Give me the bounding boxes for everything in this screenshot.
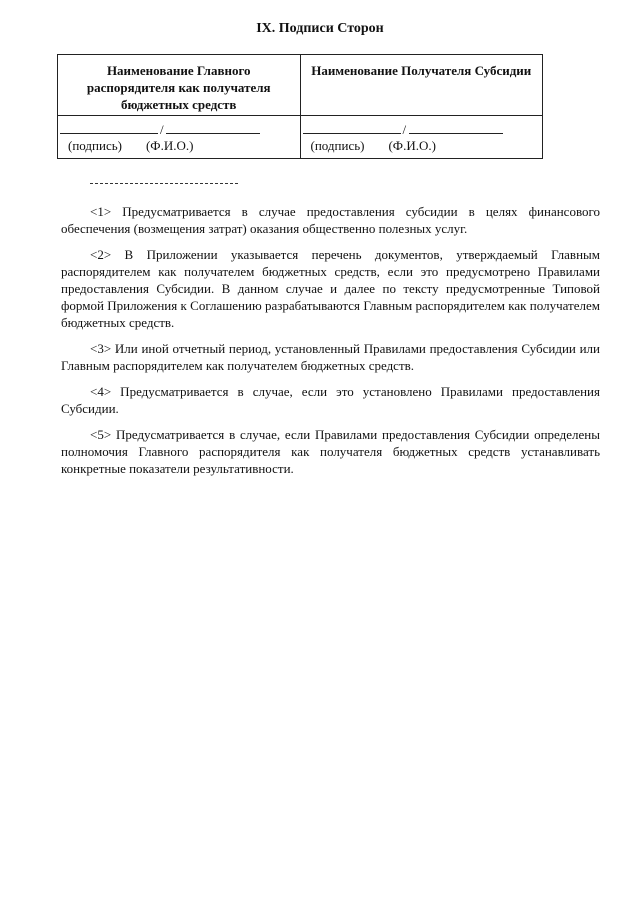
right-header-cell bbox=[300, 55, 543, 116]
main-administrator-header: Наименование Главного распорядителя как получателя бюджетных средств bbox=[86, 63, 271, 112]
left-signature-cell bbox=[58, 116, 301, 159]
left-signature-labels bbox=[68, 138, 193, 154]
right-signature-cell bbox=[300, 116, 543, 159]
footnote-2: <2> В Приложении указывается перечень документов, утверждаемый Главным распорядителем как получателем бюджетных средств, если это предусмотрено Правилами предоставления Субсидии. В данном случае и далее по тексту предусмотренные Типовой формой Приложения к Соглашению разрабатываются Главным распорядителем как получателем бюджетных средств. bbox=[61, 247, 600, 330]
left-signature-line bbox=[60, 120, 260, 137]
signature-blank bbox=[60, 133, 158, 134]
fio-label: (Ф.И.О.) bbox=[145, 138, 194, 153]
slash-separator: / bbox=[160, 122, 164, 137]
footnote-4: <4> Предусматривается в случае, если это установлено Правилами предоставления Субсидии. bbox=[61, 384, 600, 416]
footnotes bbox=[61, 203, 600, 486]
signatures-table bbox=[57, 54, 543, 159]
section-title: IX. Подписи Сторон bbox=[256, 21, 384, 36]
fio-blank bbox=[166, 133, 260, 134]
footnote-1: <1> Предусматривается в случае предоставления субсидии в целях финансового обеспечения (возмещения затрат) оказания общественно полезных услуг. bbox=[61, 204, 600, 236]
right-signature-line bbox=[303, 120, 503, 137]
footnote-5: <5> Предусматривается в случае, если Правилами предоставления Субсидии определены полномочия Главного распорядителя как получателя бюджетных средств устанавливать конкретные показатели результативности. bbox=[61, 427, 600, 476]
slash-separator: / bbox=[402, 122, 407, 137]
signature-label: (подпись) bbox=[310, 138, 365, 153]
fio-blank bbox=[409, 133, 503, 134]
footnote-3: <3> Или иной отчетный период, установленный Правилами предоставления Субсидии или Главным распорядителем как получателем бюджетных средств. bbox=[61, 341, 600, 373]
recipient-header: Наименование Получателя Субсидии bbox=[311, 63, 532, 78]
fio-label: (Ф.И.О.) bbox=[388, 138, 436, 153]
signature-label: (подпись) bbox=[68, 138, 122, 153]
left-header-cell bbox=[58, 55, 301, 116]
right-signature-labels bbox=[311, 138, 436, 154]
signature-blank bbox=[303, 133, 401, 134]
footnote-separator bbox=[90, 183, 238, 184]
